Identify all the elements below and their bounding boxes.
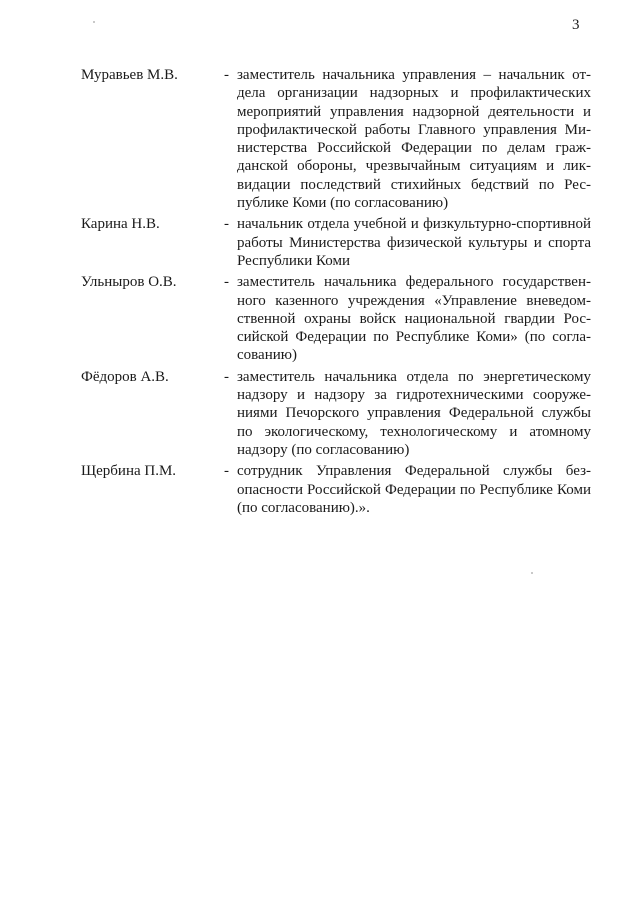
member-description: сотрудник Управления Федеральной службы безопасности Российской Федерации по Республике Коми (по согласованию).».	[237, 463, 591, 516]
member-dash: -	[224, 274, 229, 291]
scan-speck	[93, 21, 95, 23]
member-entry	[81, 215, 591, 270]
member-name: Карина Н.В.	[81, 216, 160, 233]
member-dash: -	[224, 368, 229, 385]
member-description: начальник отдела учебной и физкультурно-спортивной работы Министерства физической культуры и спорта Республики Коми	[237, 216, 591, 269]
member-dash: -	[224, 216, 229, 233]
member-dash: -	[224, 463, 229, 480]
member-name: Щербина П.М.	[81, 463, 177, 480]
member-description: заместитель начальника отдела по энергетическому надзору и надзору за гидротехническими сооружениями Печорского управления Федеральной службы по экологическому, технологическому и атомному надзору (по согласованию)	[237, 368, 591, 458]
member-name: Ульныров О.В.	[81, 274, 177, 291]
member-description: заместитель начальника федерального государственного казенного учреждения «Управление вневедомственной охраны войск национальной гвардии Российской Федерации по Республике Коми» (по согласованию)	[237, 274, 591, 364]
members-list	[81, 66, 591, 520]
page-number: 3	[572, 17, 580, 33]
member-entry	[81, 66, 591, 212]
member-description: заместитель начальника управления – начальник отдела организации надзорных и профилактических мероприятий управления надзорной деятельности и профилактической работы Главного управления Министерства Российской Федерации по делам гражданской обороны, чрезвычайным ситуациям и ликвидации последствий стихийных бедствий по Республике Коми (по согласованию)	[237, 67, 591, 212]
scan-speck	[531, 572, 533, 574]
member-entry	[81, 462, 591, 517]
member-name: Фёдоров А.В.	[81, 368, 169, 385]
member-entry	[81, 368, 591, 459]
member-entry	[81, 273, 591, 364]
member-dash: -	[224, 67, 229, 83]
member-name: Муравьев М.В.	[81, 67, 178, 83]
